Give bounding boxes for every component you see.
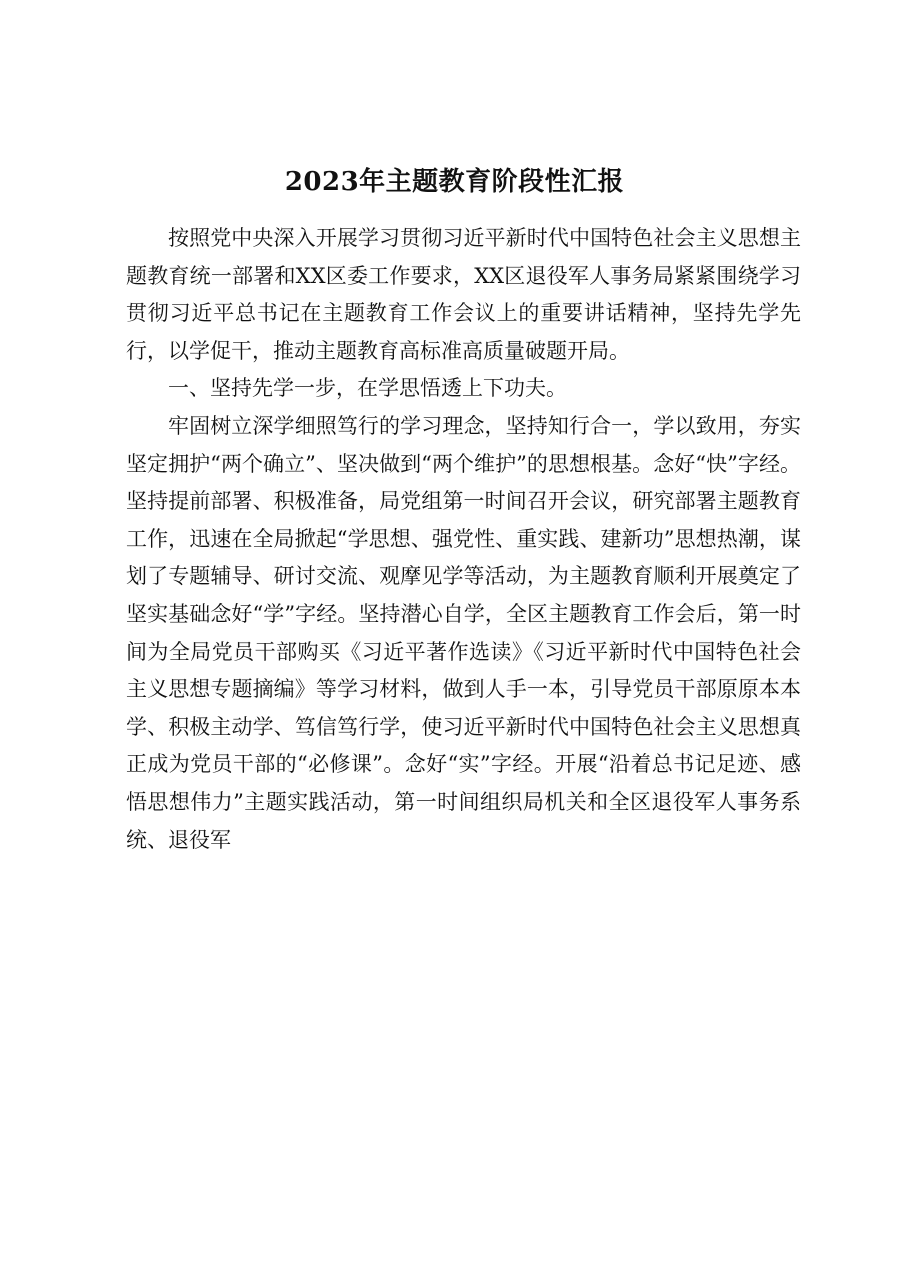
section-paragraph: 牢固树立深学细照笃行的学习理念，坚持知行合一，学以致用，夯实坚定拥护“两个确立”、坚决做到“两个维护”的思想根基。念好“快”字经。坚持提前部署、积极准备，局党组第一时间召开会议，研究部署主题教育工作，迅速在全局掀起“学思想、强党性、重实践、建新功”思想热潮，谋划了专题辅导、研讨交流、观摩见学等活动，为主题教育顺利开展奠定了坚实基础念好“学”字经。坚持潜心自学，全区主题教育工作会后，第一时间为全局党员干部购买《习近平著作选读》《习近平新时代中国特色社会主义思想专题摘编》等学习材料，做到人手一本，引导党员干部原原本本学、积极主动学、笃信笃行学，使习近平新时代中国特色社会主义思想真正成为党员干部的“必修课”。念好“实”字经。开展“沿着总书记足迹、感悟思想伟力”主题实践活动，第一时间组织局机关和全区退役军人事务系统、退役军 (126, 413, 801, 852)
document-title: 2023年主题教育阶段性汇报 (284, 167, 625, 197)
intro-paragraph: 按照党中央深入开展学习贯彻习近平新时代中国特色社会主义思想主题教育统一部署和XX区委工作要求，XX区退役军人事务局紧紧围绕学习贯彻习近平总书记在主题教育工作会议上的重要讲话精神，坚持先学先行，以学促干，推动主题教育高标准高质量破题开局。 (126, 226, 801, 363)
document-body (126, 220, 801, 859)
section-heading: 一、坚持先学一步，在学思悟透上下功夫。 (168, 376, 567, 401)
